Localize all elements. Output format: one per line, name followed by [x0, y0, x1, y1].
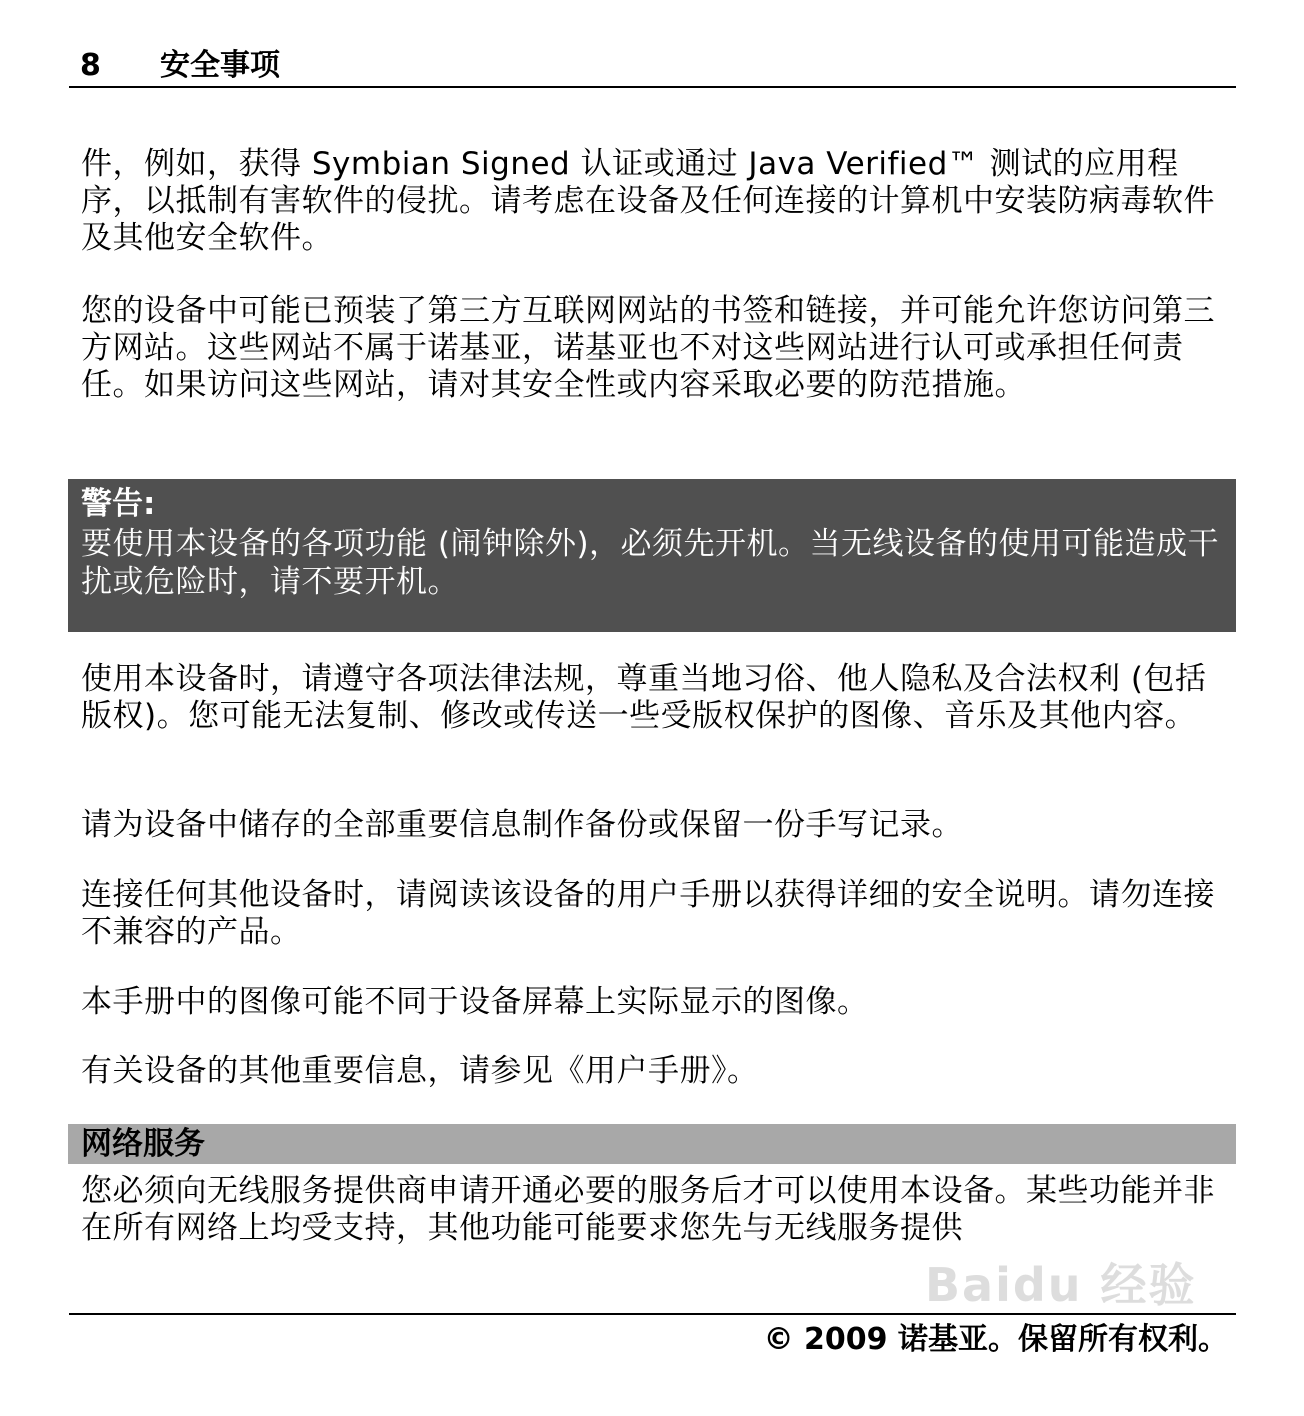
paragraph-laws-copyright: 使用本设备时，请遵守各项法律法规，尊重当地习俗、他人隐私及合法权利 (包括版权)。您可能无法复制、修改或传送一些受版权保护的图像、音乐及其他内容。: [81, 661, 1207, 734]
page-header: [69, 46, 1236, 88]
paragraph-user-guide: 有关设备的其他重要信息，请参见《用户手册》。: [81, 1053, 759, 1089]
network-services-heading: [68, 1124, 1236, 1164]
network-services-title: 网络服务: [81, 1126, 205, 1162]
baidu-watermark: Baidu 经验: [925, 1258, 1197, 1312]
section-header-title: 安全事项: [160, 48, 280, 83]
warning-text: 要使用本设备的各项功能 (闹钟除外)，必须先开机。当无线设备的使用可能造成干扰或危险时，请不要开机。: [81, 526, 1220, 600]
copyright-footer: © 2009 诺基亚。保留所有权利。: [763, 1322, 1228, 1357]
paragraph-security-software: 件，例如，获得 Symbian Signed 认证或通过 Java Verified™ 测试的应用程序，以抵制有害软件的侵扰。请考虑在设备及任何连接的计算机中安装防病毒软件及其他安全软件。: [81, 146, 1215, 256]
paragraph-connecting-devices: 连接任何其他设备时，请阅读该设备的用户手册以获得详细的安全说明。请勿连接不兼容的产品。: [81, 877, 1215, 950]
paragraph-network-services: 您必须向无线服务提供商申请开通必要的服务后才可以使用本设备。某些功能并非在所有网络上均受支持，其他功能可能要求您先与无线服务提供: [81, 1173, 1215, 1246]
warning-title: 警告:: [81, 486, 156, 522]
footer-divider: [69, 1313, 1236, 1315]
paragraph-third-party-sites: 您的设备中可能已预装了第三方互联网网站的书签和链接，并可能允许您访问第三方网站。这些网站不属于诺基亚，诺基亚也不对这些网站进行认可或承担任何责任。如果访问这些网站，请对其安全性或内容采取必要的防范措施。: [81, 293, 1215, 403]
paragraph-images-differ: 本手册中的图像可能不同于设备屏幕上实际显示的图像。: [81, 984, 869, 1020]
warning-box: [68, 479, 1236, 632]
paragraph-backup: 请为设备中储存的全部重要信息制作备份或保留一份手写记录。: [81, 807, 963, 843]
page-number: 8: [80, 48, 101, 83]
